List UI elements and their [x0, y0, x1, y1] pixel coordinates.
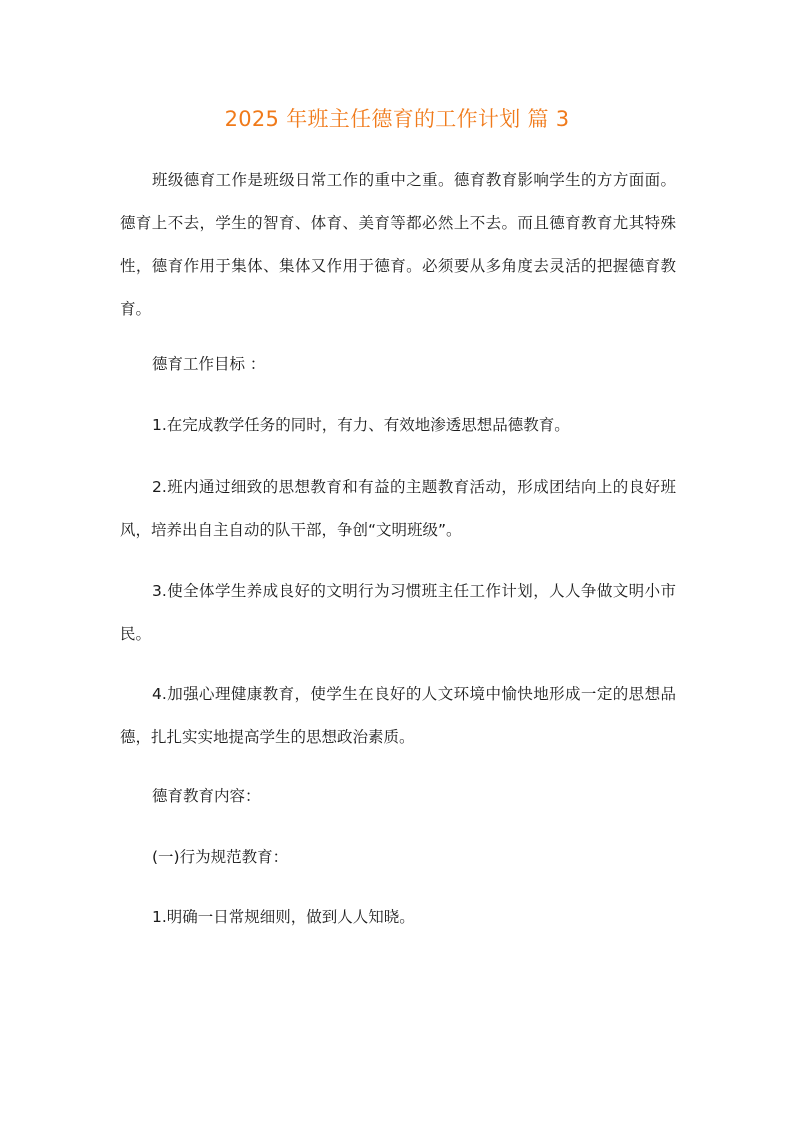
paragraph-rule-1: 1.明确一日常规细则，做到人人知晓。: [152, 908, 415, 926]
paragraph-goals-heading: 德育工作目标 ：: [152, 355, 266, 373]
paragraph-goal-2: 2.班内通过细致的思想教育和有益的主题教育活动，形成团结向上的良好班风，培养出自主自动的队干部，争创“文明班级”。: [120, 478, 676, 539]
paragraph-goal-1: 1.在完成教学任务的同时，有力、有效地渗透思想品德教育。: [152, 416, 570, 434]
paragraph-intro: 班级德育工作是班级日常工作的重中之重。德育教育影响学生的方方面面。德育上不去，学生的智育、体育、美育等都必然上不去。而且德育教育尤其特殊性，德育作用于集体、集体又作用于德育。必须要从多角度去灵活的把握德育教育。: [120, 171, 676, 318]
paragraph-section-1: (一)行为规范教育：: [152, 848, 289, 866]
paragraph-goal-3: 3.使全体学生养成良好的文明行为习惯班主任工作计划，人人争做文明小市民。: [120, 582, 676, 643]
document-title: 2025 年班主任德育的工作计划 篇 3: [224, 107, 570, 131]
paragraph-goal-4: 4.加强心理健康教育，使学生在良好的人文环境中愉快地形成一定的思想品德，扎扎实实地提高学生的思想政治素质。: [120, 685, 676, 746]
paragraph-content-heading: 德育教育内容：: [152, 787, 261, 805]
